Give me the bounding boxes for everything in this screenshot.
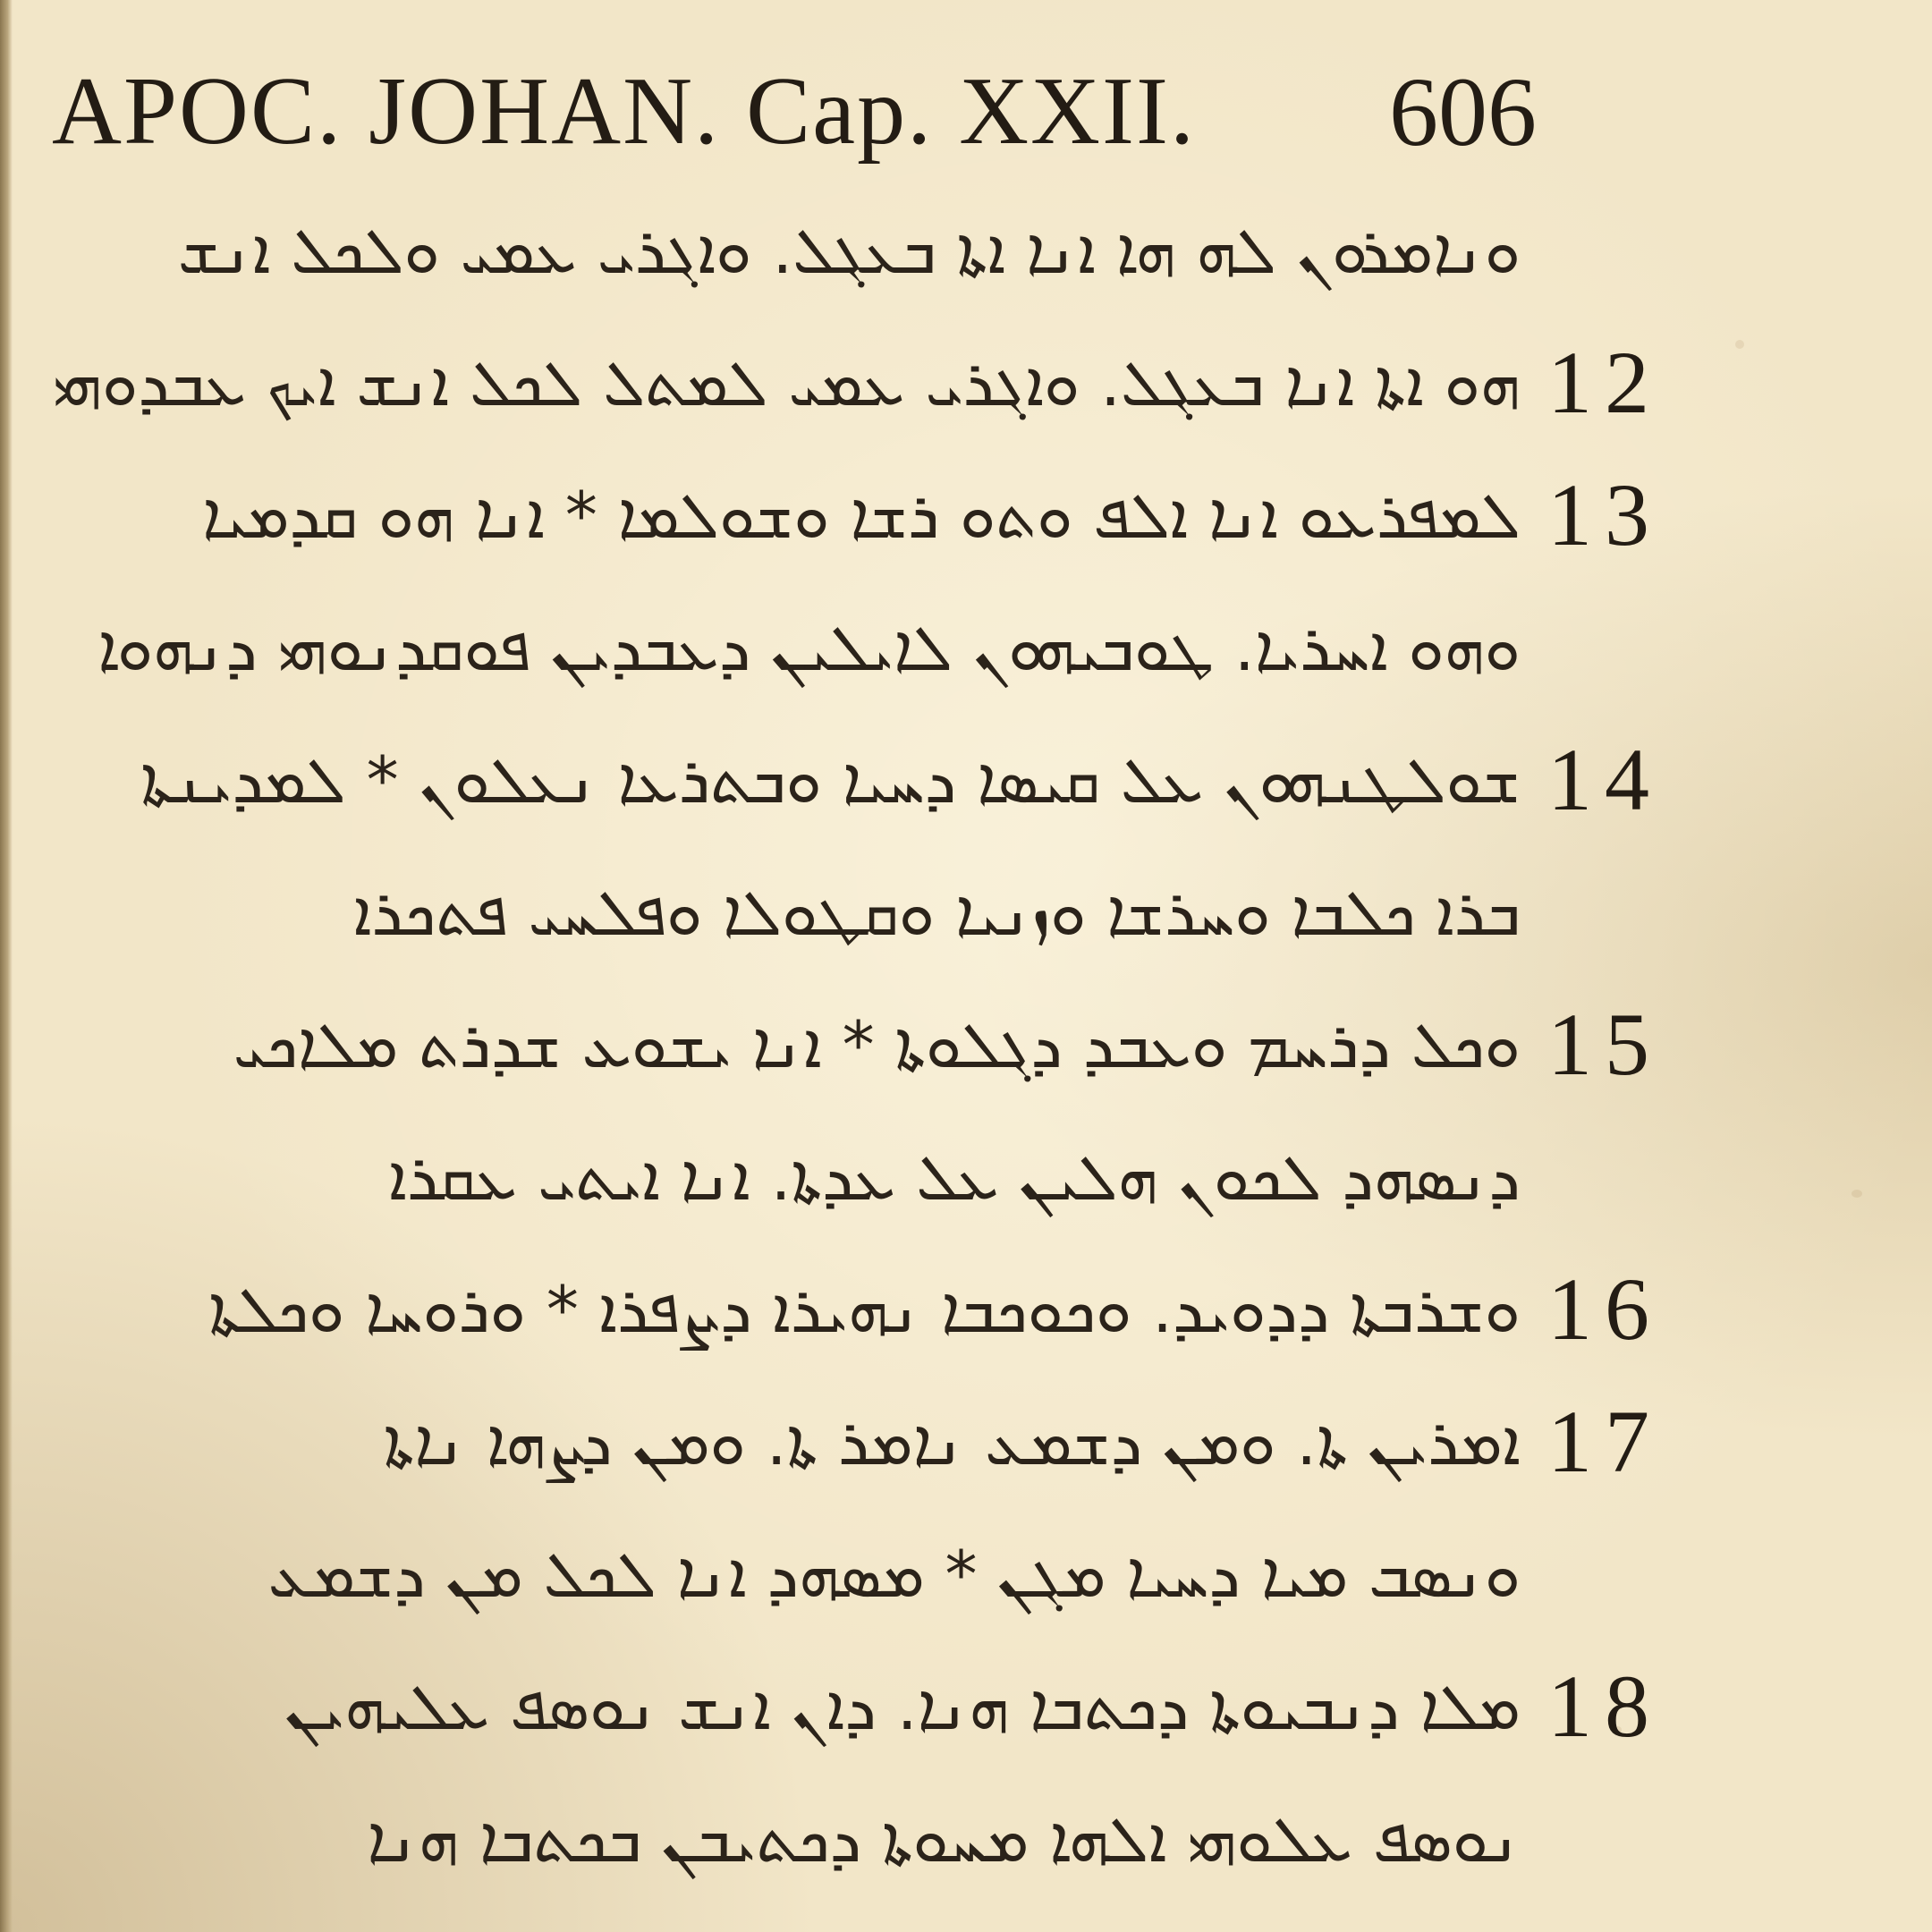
text-line	[0, 1521, 1521, 1628]
text-line	[0, 462, 1521, 569]
syriac-line-text: ܠܡܦܪܥܘ ܐܢܐ ܐܠܦ ܘܬܘ ܪܫܐ ܘܫܘܠܡܐ * ܐܢܐ ܗܘ ܩܕܡܝܐ	[202, 478, 1521, 553]
text-line	[0, 1388, 1521, 1496]
verse-number: 12	[1547, 333, 1662, 432]
verse-number: 18	[1547, 1657, 1662, 1756]
text-line	[0, 1123, 1521, 1231]
syriac-line-text: ܐܡܪܝܢ ܬܐ. ܘܡܢ ܕܫܡܥ ܢܐܡܪ ܬܐ. ܘܡܢ ܕܨܗܐ ܢܐܬܐ	[383, 1404, 1521, 1479]
syriac-text-block	[0, 197, 1932, 1923]
syriac-line-text: ܘܢܣܒ ܡܝܐ ܕܚܝܐ ܡܓܢ * ܡܣܗܕ ܐܢܐ ܠܟܠ ܡܢ ܕܫܡܥ	[267, 1537, 1521, 1612]
syriac-line-text: ܕܢܣܗܕ ܠܟܘܢ ܗܠܝܢ ܥܠ ܥܕܬܐ. ܐܢܐ ܐܝܬܝ ܥܩܪܐ	[388, 1140, 1521, 1215]
text-line	[0, 329, 1521, 436]
text-line	[0, 859, 1521, 966]
verse-number: 14	[1547, 730, 1662, 829]
text-line	[0, 1785, 1521, 1893]
syriac-line-text: ܡܠܐ ܕܢܒܝܘܬܐ ܕܟܬܒܐ ܗܢܐ. ܕܐܢ ܐܢܫ ܢܘܣܦ ܥܠܝܗܝܢ	[284, 1669, 1521, 1744]
verse-number: 15	[1547, 995, 1662, 1094]
verse-number: 16	[1547, 1259, 1662, 1359]
syriac-line-text: ܒܪܐ ܟܠܒܐ ܘܚܪܫܐ ܘܙܢܝܐ ܘܩܛܘܠܐ ܘܦܠܚܝ ܦܬܟܪܐ	[353, 875, 1521, 950]
page-header	[52, 54, 1537, 170]
text-line	[0, 1653, 1521, 1760]
syriac-line-text: ܫܘܠܛܢܗܘܢ ܥܠ ܩܝܣܐ ܕܚܝܐ ܘܒܬܪܥܐ ܢܥܠܘܢ * ܠܡܕܝܢܬܐ	[140, 742, 1521, 818]
syriac-line-text: ܗܘ ܐܬܐ ܐܢܐ ܒܥܓܠ. ܘܐܓܪܝ ܥܡܝ ܠܡܬܠ ܠܟܠ ܐܢܫ ܐܝܟ ܥܒܕܘܗܝ	[52, 345, 1521, 420]
text-line	[0, 594, 1521, 701]
syriac-line-text: ܘܗܘ ܐܚܪܝܐ. ܛܘܒܝܗܘܢ ܠܐܝܠܝܢ ܕܥܒܕܝܢ ܦܘܩܕܢܘܗܝ ܕܢܗܘܐ	[97, 610, 1521, 685]
text-line	[0, 197, 1521, 304]
syriac-line-text: ܢܘܣܦ ܥܠܘܗܝ ܐܠܗܐ ܡܚܘܬܐ ܕܟܬܝܒܢ ܒܟܬܒܐ ܗܢܐ	[367, 1801, 1521, 1877]
syriac-line-text: ܘܫܪܒܬܐ ܕܕܘܝܕ. ܘܟܘܟܒܐ ܢܗܝܪܐ ܕܨܦܪܐ * ܘܪܘܚܐ ܘܟܠܬܐ	[208, 1272, 1521, 1347]
running-head: APOC. JOHAN. Cap. XXII.	[52, 58, 1196, 165]
verse-number: 17	[1547, 1392, 1662, 1491]
text-line	[0, 991, 1521, 1098]
syriac-line-text: ܘܢܐܡܪܘܢ ܠܗ ܗܐ ܐܢܐ ܐܬܐ ܒܥܓܠ. ܘܐܓܪܝ ܥܡܝ ܘܠܟܠ ܐܢܫ	[177, 213, 1521, 288]
syriac-line-text: ܘܟܠ ܕܪܚܡ ܘܥܒܕ ܕܓܠܘܬܐ * ܐܢܐ ܝܫܘܥ ܫܕܪܬ ܡܠܐܟܝ	[233, 1007, 1521, 1082]
text-line	[0, 726, 1521, 834]
verse-number: 13	[1547, 465, 1662, 564]
page-number: 606	[1389, 57, 1537, 166]
text-line	[0, 1256, 1521, 1363]
